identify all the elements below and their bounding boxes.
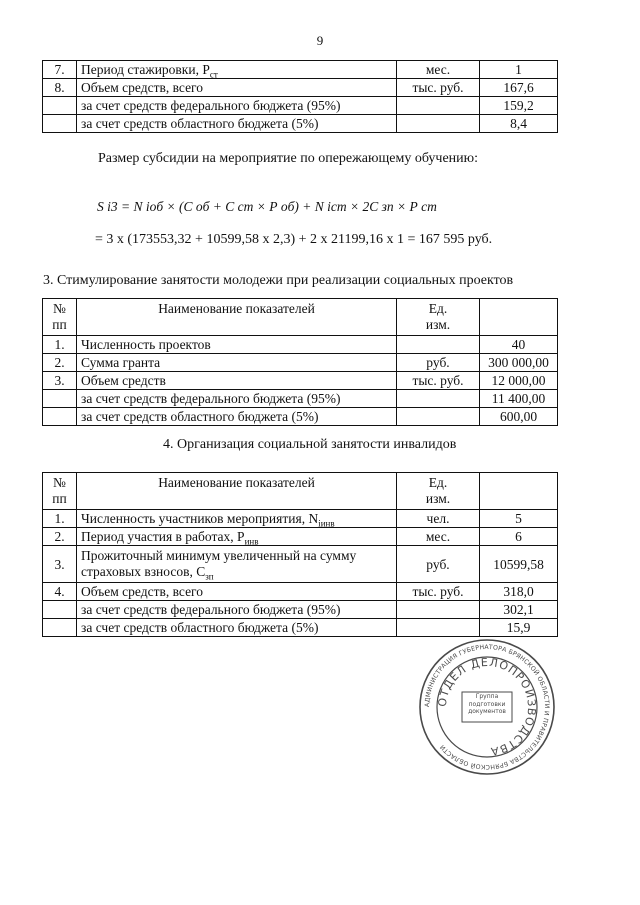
table-row <box>43 601 558 619</box>
row-unit <box>397 336 480 354</box>
header-name: Наименование показателей <box>77 473 397 510</box>
header-name: Наименование показателей <box>77 299 397 336</box>
row-name: за счет средств областного бюджета (5%) <box>77 619 397 637</box>
table-header-row <box>43 299 558 336</box>
row-unit <box>397 115 480 133</box>
row-unit <box>397 408 480 426</box>
table-row <box>43 372 558 390</box>
table-row <box>43 528 558 546</box>
table-row <box>43 510 558 528</box>
row-number <box>43 115 77 133</box>
header-unit: Ед. изм. <box>397 299 480 336</box>
header-number: № пп <box>43 299 77 336</box>
row-name: за счет средств федерального бюджета (95%) <box>77 97 397 115</box>
header-number: № пп <box>43 473 77 510</box>
row-value: 8,4 <box>480 115 558 133</box>
row-unit <box>397 390 480 408</box>
row-name: за счет средств областного бюджета (5%) <box>77 115 397 133</box>
row-unit <box>397 97 480 115</box>
table-row <box>43 408 558 426</box>
row-unit <box>397 619 480 637</box>
official-seal-stamp <box>418 638 556 776</box>
row-name: за счет средств областного бюджета (5%) <box>77 408 397 426</box>
row-name: Прожиточный минимум увеличенный на сумму страховых взносов, $C_{зп}$ <box>77 546 397 583</box>
row-value: 5 <box>480 510 558 528</box>
section-4-title: 4. Организация социальной занятости инвалидов <box>163 437 457 452</box>
row-value: 302,1 <box>480 601 558 619</box>
row-number: 2. <box>43 528 77 546</box>
page-number: 9 <box>316 33 324 48</box>
row-value: 600,00 <box>480 408 558 426</box>
table-header-row <box>43 473 558 510</box>
header-value <box>480 299 558 336</box>
row-value: 1 <box>480 61 558 79</box>
row-number: 2. <box>43 354 77 372</box>
row-unit: руб. <box>397 354 480 372</box>
table-row <box>43 546 558 583</box>
row-unit: руб. <box>397 546 480 583</box>
row-value: 15,9 <box>480 619 558 637</box>
row-name: Период участия в работах, $P_{инв}$ <box>77 528 397 546</box>
stamp-center-text: Группа подготовки документов <box>468 693 506 715</box>
row-unit: мес. <box>397 61 480 79</box>
row-name: Численность проектов <box>77 336 397 354</box>
formula: S i3 = N ioб × (C oб + C ст × P oб) + N icт × 2C зп × P cт <box>97 199 437 214</box>
row-name: Сумма гранта <box>77 354 397 372</box>
row-number: 4. <box>43 583 77 601</box>
row-value: 167,6 <box>480 79 558 97</box>
table-row <box>43 583 558 601</box>
row-name: за счет средств федерального бюджета (95%) <box>77 601 397 619</box>
header-unit: Ед. изм. <box>397 473 480 510</box>
table-row <box>43 336 558 354</box>
subsidy-text: Размер субсидии на мероприятие по опережающему обучению: <box>98 151 479 166</box>
row-name: Численность участников мероприятия, $N_{iинв}$ <box>77 510 397 528</box>
row-number: 3. <box>43 372 77 390</box>
row-unit: мес. <box>397 528 480 546</box>
row-number <box>43 97 77 115</box>
row-number: 8. <box>43 79 77 97</box>
row-unit: чел. <box>397 510 480 528</box>
row-name: Объем средств, всего <box>77 79 397 97</box>
row-value: 300 000,00 <box>480 354 558 372</box>
table-row <box>43 79 558 97</box>
table-row <box>43 619 558 637</box>
calculation: = 3 x (173553,32 + 10599,58 x 2,3) + 2 x 21199,16 x 1 = 167 595 руб. <box>95 232 493 247</box>
row-unit: тыс. руб. <box>397 583 480 601</box>
table-disabled-employment <box>42 472 558 637</box>
row-name: Период стажировки, $Р_{ст}$ <box>77 61 397 79</box>
row-value: 11 400,00 <box>480 390 558 408</box>
row-value: 6 <box>480 528 558 546</box>
row-value: 40 <box>480 336 558 354</box>
table-youth-employment <box>42 298 558 426</box>
table-row <box>43 61 558 79</box>
row-number: 1. <box>43 336 77 354</box>
row-name: Объем средств <box>77 372 397 390</box>
row-value: 159,2 <box>480 97 558 115</box>
row-unit <box>397 601 480 619</box>
section-3-title: 3. Стимулирование занятости молодежи при реализации социальных проектов <box>43 273 514 288</box>
row-number: 1. <box>43 510 77 528</box>
row-value: 10599,58 <box>480 546 558 583</box>
row-name: Объем средств, всего <box>77 583 397 601</box>
row-unit: тыс. руб. <box>397 372 480 390</box>
row-number <box>43 619 77 637</box>
row-number <box>43 390 77 408</box>
table-continuation <box>42 60 558 133</box>
table-row <box>43 390 558 408</box>
table-row <box>43 97 558 115</box>
row-number: 7. <box>43 61 77 79</box>
row-number: 3. <box>43 546 77 583</box>
row-number <box>43 601 77 619</box>
row-value: 12 000,00 <box>480 372 558 390</box>
table-row <box>43 354 558 372</box>
row-name: за счет средств федерального бюджета (95%) <box>77 390 397 408</box>
svg-text:ОТДЕЛ ДЕЛОПРОИЗВОДСТВА: ОТДЕЛ ДЕЛОПРОИЗВОДСТВА <box>435 655 539 759</box>
row-unit: тыс. руб. <box>397 79 480 97</box>
row-value: 318,0 <box>480 583 558 601</box>
row-number <box>43 408 77 426</box>
table-row <box>43 115 558 133</box>
header-value <box>480 473 558 510</box>
svg-text:АДМИНИСТРАЦИЯ ГУБЕРНАТОРА БРЯН: АДМИНИСТРАЦИЯ ГУБЕРНАТОРА БРЯНСКОЙ ОБЛАСТИ И ПРАВИТЕЛЬСТВА БРЯНСКОЙ ОБЛАСТИ <box>423 643 551 771</box>
